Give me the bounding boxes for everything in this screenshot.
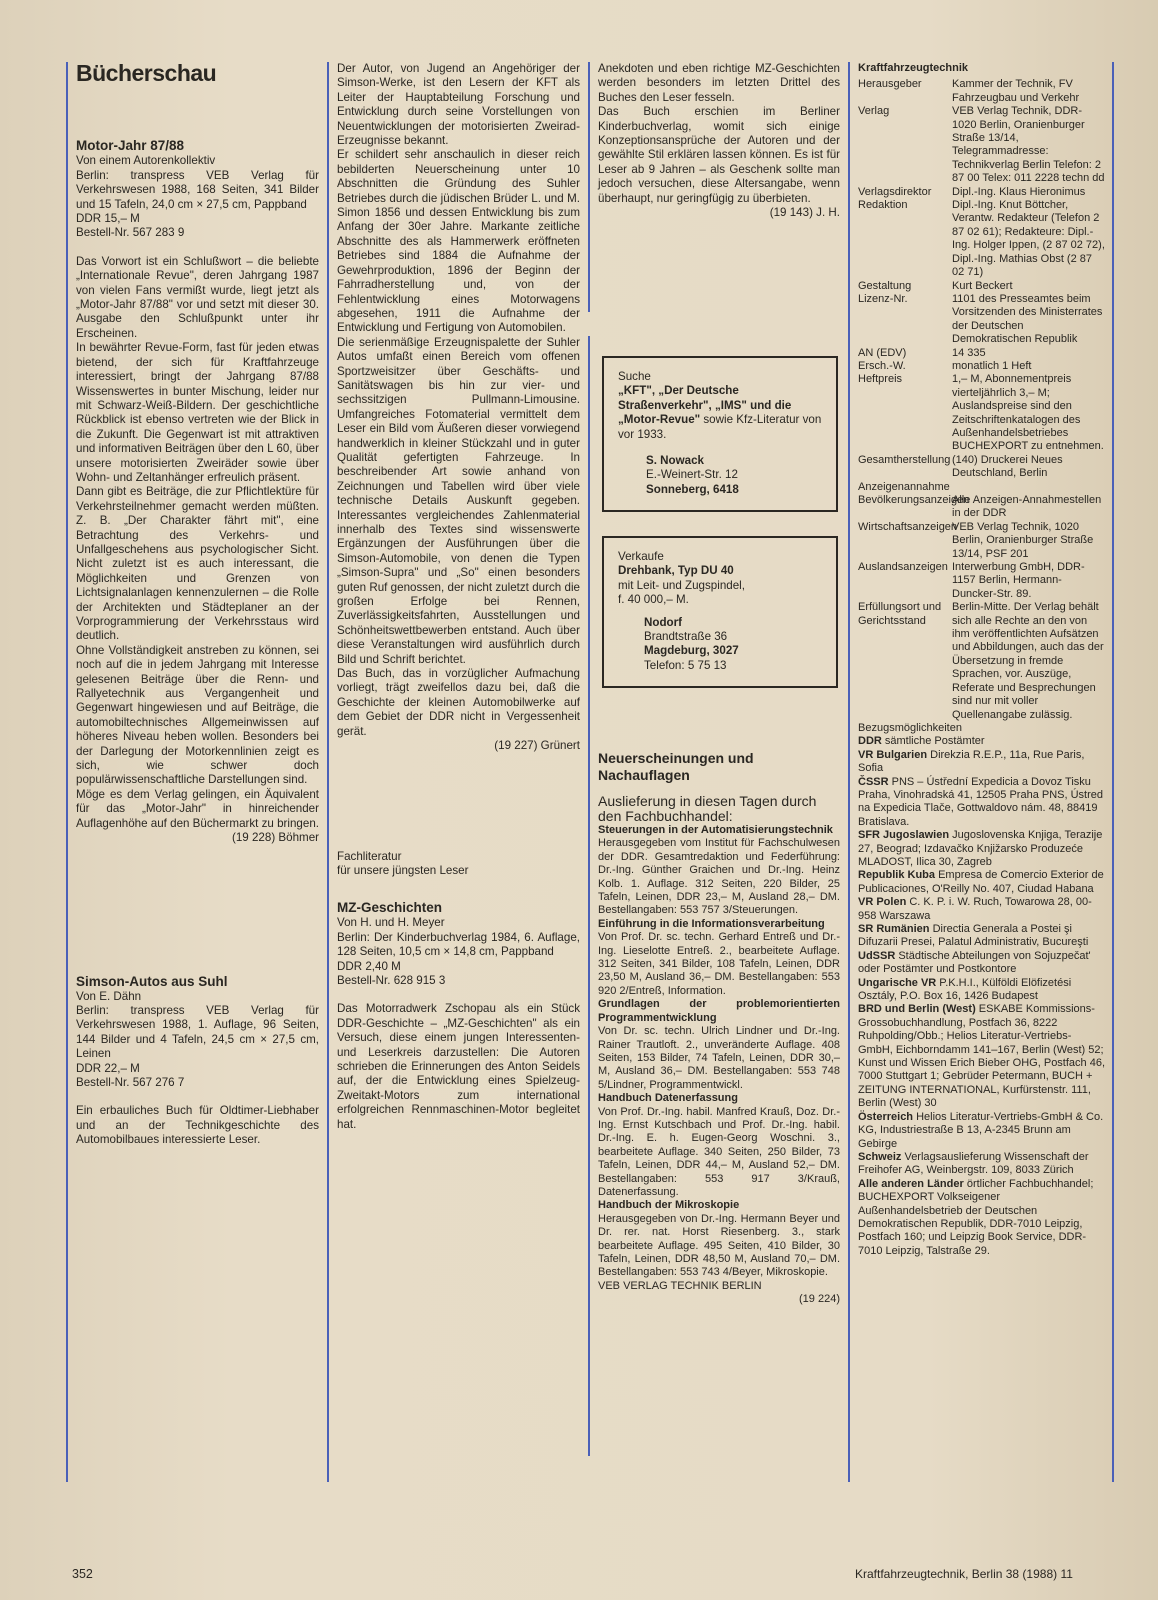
review-meta: Von einem Autorenkollektiv (76, 154, 216, 168)
distribution-address: örtlicher Fachbuchhandel; BUCHEXPORT Volkseigener Außenhandelsbetrieb der Deutschen Demokratischen Republik, DDR-7010 Leipzig, Postfach 160; und Leipzig Book Service, DDR-7010 Leipzig, Talstraße 29. (858, 1177, 1094, 1257)
review-meta: Berlin: transpress VEB Verlag für Verkehrswesen 1988, 168 Seiten, 341 Bilder und 15 Tafeln, 24,0 cm × 27,5 cm, Pappband (76, 168, 319, 211)
distribution-entry (858, 749, 1106, 776)
imprint-value: 1,– M, Abonnementpreis vierteljährlich 3,– M; Auslandspreise sind den Zeitschriftenkatalogen des Außenhandelsbetriebes BUCHEXPORT zu entnehmen. (952, 373, 1104, 453)
imprint-label: Heftpreis (858, 373, 903, 386)
paragraph: Der Autor, von Jugend an Angehöriger der Simson-Werke, ist den Lesern der KFT als Leiter der Hauptabteilung Forschung und Entwicklung durch seine Vorstellungen von Neuentwicklungen der motorisierten Zweirad-Erzeugnisse bekannt. (337, 62, 580, 148)
distribution-entry (858, 829, 1106, 869)
imprint-value: Alle Anzeigen-Annahmestellen in der DDR (952, 494, 1102, 520)
distribution-country: SFR Jugoslawien (858, 829, 950, 842)
distribution-header: Bezugsmöglichkeiten (858, 721, 962, 734)
signature: (19 224) (799, 1293, 840, 1306)
book-details: Herausgegeben von Dr.-Ing. Hermann Beyer und Dr. rer. nat. Horst Riesenberg. 3., stark bearbeitete Auflage. 495 Seiten, 410 Bilder, 30 Tafeln, Leinen, DDR 48,50 M, Ausland 70,– DM. Bestellangaben: 553 743 4/Beyer, Mikroskopie. (598, 1212, 840, 1279)
imprint-label: Herausgeber (858, 78, 922, 91)
paragraph: Er schildert sehr anschaulich in dieser reich bebilderten Neuerscheinung unter 10 Abschnitten die Gründung des Suhler Betriebes durch die jüdischen Brüder L. und M. Simon 1856 und dessen Entwicklung bis zum Anfang der 30er Jahre. Markante zeitliche Abschnitte des als Hammerwerk eröffneten Betriebes sind 1884 die Aufnahme der Gewehrproduktion, 1896 der Beginn der Fahrradherstellung und, von der Fehlentwicklung eines Motorwagens abgesehen, 1911 die Aufnahme der Entwicklung und Fertigung von Automobilen. (337, 148, 580, 335)
book-details: Von Prof. Dr.-Ing. habil. Manfred Krauß, Doz. Dr.-Ing. Ernst Kutschbach und Prof. Dr.-Ing. habil. Dr.-Ing. E. h. Eugen-Georg Woschni. 3., bearbeitete Auflage. 340 Seiten, 250 Bilder, 73 Tafeln, Leinen, DDR 44,– M, Ausland 52,– DM. Bestellangaben: 553 917 3/Krauß, Datenerfassung. (598, 1105, 840, 1198)
distribution-address: Städtische Abteilungen von Sojuzpečat' oder Postämter und Postkontore (858, 949, 1091, 976)
distribution-country: Schweiz (858, 1150, 902, 1163)
ad-contact-name: Nodorf (644, 615, 682, 629)
paragraph: Anekdoten und eben richtige MZ-Geschichten werden besonders im letzten Drittel des Buches den Leser fesseln. (598, 62, 840, 104)
imprint-value: Kurt Beckert (952, 279, 1013, 292)
distribution-country: Alle anderen Länder (858, 1177, 964, 1190)
distribution-address: Directia Generala a Postei şi Difuzarii Presei, Palatul Administrativ, Bucureşti (858, 923, 1089, 949)
review-title: Motor-Jahr 87/88 (76, 138, 185, 154)
ads-header: Anzeigenannahme (858, 480, 950, 493)
book-title: Handbuch der Mikroskopie (598, 1199, 740, 1212)
signature: (19 228) Böhmer (232, 831, 319, 845)
paragraph: Ohne Vollständigkeit anstreben zu können, sei noch auf die in jedem Jahrgang mit Interesse gelesenen Beiträge über die Renn- und Rallyetechnik aus Vergangenheit und Gegenwart hingewiesen und auf Beiträge, die automobiltechnisches Allgemeinwissen auf höheres Niveau heben wollen. Besonders bei der Darlegung der Motorkennlinien zeigt es sich, wie schwer doch populärwissenschaftliche Darstellungen sind. (76, 643, 319, 787)
distribution-address: ESKABE Kommissions-Grossobuchhandlung, Postfach 36, 8222 Ruhpolding/Obb.; Helios Literatur-Vertriebs-GmbH, Eichborndamm 141–167, Berlin (West) 52; Kunst und Wissen Erich Bieber OHG, Postfach 46, 7000 Stuttgart 1; Gebrüder Petermann, BUCH + ZEITUNG INTERNATIONAL, Kurfürstenstr. 111, Berlin (West) 30 (858, 1003, 1106, 1110)
distribution-country: VR Polen (858, 896, 907, 909)
distribution-entry (858, 735, 1106, 748)
new-books-title: Neuerscheinungen und Nachauflagen (598, 750, 754, 783)
review-title: MZ-Geschichten (337, 900, 443, 916)
distribution-country: Ungarische VR (858, 976, 937, 989)
review-meta: Von E. Dähn (76, 989, 142, 1003)
ad-item-detail: mit Leit- und Zugspindel, (618, 578, 745, 592)
review-title: Simson-Autos aus Suhl (76, 973, 228, 989)
paragraph: Das Vorwort ist ein Schlußwort – die beliebte „Internationale Revue", deren Jahrgang 1987 von vielen Fans vermißt wurde, liegt jetzt als „Motor-Jahr 87/88" vor und setzt mit dieser 30. Ausgabe den Schlußpunkt unter ihr Erscheinen. (76, 254, 319, 340)
review-price: DDR 15,– M (76, 212, 140, 226)
journal-reference: Kraftfahrzeugtechnik, Berlin 38 (1988) 11 (855, 1567, 1073, 1581)
distribution-address: P.K.H.I., Külföldi Elöfizetési Osztály, P.O. Box 16, 1426 Budapest (858, 976, 1072, 1003)
book-title: Grundlagen der problemorientierten Programmentwicklung (598, 998, 840, 1024)
distribution-address: C. K. P. i. W. Ruch, Towarowa 28, 00-958 Warszawa (858, 896, 1092, 922)
distribution-entry (858, 776, 1106, 830)
ad-contact-street: E.-Weinert-Str. 12 (646, 468, 738, 482)
paragraph: Die serienmäßige Erzeugnispalette der Suhler Autos umfaßt einen Bereich vom offenen Sportzweisitzer über Geschäfts- und Sanitätswagen bis hin zur vier- und sechssitzigen Pullmann-Limousine. Umfangreiches Fotomaterial vermittelt dem Leser ein Bild vom Äußeren dieser vorwiegend handwerklich in kleiner Stückzahl und in guter Qualität gefertigten Fahrzeuge. In beschreibender Art sowie anhand von Zeichnungen und Tabellen wird über viele technische Details Auskunft gegeben. Interessantes vergleichendes Zahlenmaterial innerhalb des Textes sind wissenswerte Ergänzungen der Ausführungen über die Simson-Automobile, von denen die Typen „Simson-Supra" und „So" einen besonders guten Ruf genossen, der nicht zuletzt durch die großen Erfolge bei Rennen, Zuverlässigkeitsfahrten, Ausstellungen und Schönheitswettbewerben entstand. Auch über diese Veranstaltungen wird ausführlich durch Bild und Schrift berichtet. (337, 335, 580, 666)
ad-contact-phone: Telefon: 5 75 13 (644, 658, 727, 672)
paragraph: Das Buch erschien im Berliner Kinderbuchverlag, womit sich einige Konzeptionsansprüche der Autoren und der gewählte Stil erklären lassen können. Es ist für Leser ab 9 Jahren – als Geschenk sollte man jedoch versuchen, diese Altersangabe, wenn überhaupt, nur geringfügig zu überbieten. (598, 105, 840, 205)
column-rule (1112, 62, 1114, 1482)
distribution-country: VR Bulgarien (858, 748, 928, 761)
ad-price: f. 40 000,– M. (618, 593, 689, 607)
ad-contact-city: Magdeburg, 3027 (644, 644, 739, 658)
review-price: DDR 22,– M (76, 1061, 140, 1075)
imprint-label: Redaktion (858, 199, 908, 212)
column-rule (66, 62, 68, 1482)
classified-ad-search (602, 356, 838, 512)
imprint-title: Kraftfahrzeugtechnik (858, 62, 969, 74)
column-2 (337, 62, 580, 1132)
imprint-label: Ersch.-W. (858, 359, 906, 372)
imprint-value: (140) Druckerei Neues Deutschland, Berlin (952, 453, 1063, 480)
imprint-label: AN (EDV) (858, 346, 907, 359)
imprint-value: Dipl.-Ing. Klaus Hieronimus (952, 185, 1086, 198)
paragraph: Dann gibt es Beiträge, die zur Pflichtlektüre für Verkehrsteilnehmer gemacht werden müßten. Z. B. „Der Charakter fährt mit", eine Betrachtung des Verkehrs- und Unfallgeschehens aus psychologischer Sicht. Nicht zuletzt ist es auch interessant, die Möglichkeiten und Grenzen von Lichtsignalanlagen kennenzulernen – die Rolle der Architekten und Städteplaner an der Vorprogrammierung der Verkehrsstaus wird deutlich. (76, 485, 319, 643)
imprint-label: Wirtschaftsanzeigen (858, 520, 958, 533)
column-rule (588, 336, 590, 1456)
imprint-value: VEB Verlag Technik, DDR-1020 Berlin, Oranienburger Straße 13/14, Telegrammadresse: Technikverlag Berlin Telefon: 2 87 00 Telex: 011 2228 techn dd (952, 105, 1105, 185)
imprint-label: Auslandsanzeigen (858, 561, 948, 574)
distribution-entry (858, 977, 1106, 1004)
new-books-section (598, 750, 840, 1307)
imprint-value: Berlin-Mitte. Der Verlag behält sich alle Rechte an den von ihm veröffentlichten Aufsätzen und Abbildungen, auch das der Übersetzung in fremde Sprachen, vor. Auszüge, Referate und Besprechungen sind nur mit voller Quellenangabe zulässig. (952, 601, 1104, 721)
distribution-country: BRD und Berlin (West) (858, 1003, 976, 1016)
ad-item: Drehbank, Typ DU 40 (618, 564, 734, 578)
distribution-list (858, 735, 1106, 1258)
review-order-number: Bestell-Nr. 567 283 9 (76, 226, 185, 240)
book-details: Von Prof. Dr. sc. techn. Gerhard Entreß und Dr.-Ing. Lieselotte Entreß. 2., bearbeitete Auflage. 312 Seiten, 341 Bilder, 108 Tafeln, Leinen, DDR 23,50 M, Ausland 36,– DM. Bestellangaben: 553 920 2/Entreß, Information. (598, 931, 840, 997)
distribution-country: UdSSR (858, 949, 896, 962)
column-3 (598, 62, 840, 220)
distribution-country: SR Rumänien (858, 923, 930, 935)
distribution-entry (858, 896, 1106, 923)
book-title: Einführung in die Informationsverarbeitung (598, 917, 825, 930)
distribution-address: Empresa de Comercio Exterior de Publicaciones, O'Reilly No. 407, Ciudad Habana (858, 869, 1104, 895)
section-title: Bücherschau (76, 60, 217, 86)
distribution-entry (858, 1151, 1106, 1178)
distribution-address: PNS – Ústřední Expedicia a Dovoz Tisku Praha, Vinohradská 41, 12505 Praha PNS, Ústred na Expedicia Tlače, Gottwaldovo nám. 48, 88419 Bratislava. (858, 775, 1104, 828)
imprint-value: 1101 des Presseamtes beim Vorsitzenden des Ministerrates der Deutschen Demokratischen Republik (952, 292, 1103, 346)
paragraph: Möge es dem Verlag gelingen, ein Äquivalent für das „Motor-Jahr" in hinreichender Auflagenhöhe auf den Büchermarkt zu bringen. (76, 787, 319, 830)
distribution-entry (858, 923, 1106, 950)
distribution-entry (858, 950, 1106, 977)
kicker: Fachliteratur (337, 849, 402, 863)
distribution-address: Helios Literatur-Vertriebs-GmbH & Co. KG, Industriestraße B 13, A-2345 Brunn am Gebirge (858, 1110, 1104, 1150)
review-meta: Von H. und H. Meyer (337, 916, 445, 930)
paragraph: Das Buch, das in vorzüglicher Aufmachung vorliegt, trägt zweifellos dazu bei, daß die Geschichte der kleinen Automobilwerke auf dem Gebiet der DDR nicht in Vergessenheit gerät. (337, 667, 580, 738)
column-1 (76, 62, 319, 1148)
column-rule (588, 62, 590, 312)
distribution-address: sämtliche Postämter (881, 735, 985, 748)
paragraph: Das Motorradwerk Zschopau als ein Stück DDR-Geschichte – „MZ-Geschichten" als ein Versuch, diese einem jungen Interessenten- und Leserkreis darzustellen: Die Autoren schrieben die Erinnerungen des Anton Seidels auf, der die Entwicklung eines Spielzeug-Zweitakt-Motors zum international erfolgreichen Rennmaschinen-Motor begleitet hat. (337, 1002, 580, 1131)
imprint-value: Kammer der Technik, FV Fahrzeugbau und Verkehr (952, 78, 1080, 104)
imprint-label: Bevölkerungsanzeigen (858, 494, 970, 506)
ad-contact-city: Sonneberg, 6418 (646, 482, 739, 496)
book-title: Handbuch Datenerfassung (598, 1092, 738, 1105)
signature: (19 227) Grünert (494, 739, 580, 753)
imprint-value: monatlich 1 Heft (952, 359, 1032, 372)
distribution-entry (858, 1178, 1106, 1258)
distribution-country: Republik Kuba (858, 869, 936, 882)
imprint-value: VEB Verlag Technik, 1020 Berlin, Oranienburger Straße 13/14, PSF 201 (952, 520, 1094, 560)
imprint-value: 14 335 (952, 346, 986, 359)
new-books-subtitle: Auslieferung in diesen Tagen durch den Fachbuchhandel: (598, 793, 817, 824)
ad-wanted-rest: sowie Kfz-Literatur von vor 1933. (618, 413, 822, 441)
classified-ad-sale (602, 536, 838, 688)
imprint-value: Dipl.-Ing. Knut Böttcher, Verantw. Redakteur (Telefon 2 87 02 61); Redakteure: Dipl.-Ing. Holger Ippen, (2 87 02 72), Dipl.-Ing. Mathias Obst (2 87 02 71) (952, 199, 1105, 279)
distribution-address: Jugoslovenska Knjiga, Terazije 27, Beograd; Izdavačko Knjižarsko Produzeće MLADOST, Ilica 30, Zagreb (858, 829, 1103, 868)
distribution-address: Verlagsauslieferung Wissenschaft der Freihofer AG, Weinbergstr. 109, 8033 Zürich (858, 1150, 1089, 1177)
distribution-address: Direkzia R.E.P., 11a, Rue Paris, Sofia (858, 748, 1085, 775)
imprint-value: Interwerbung GmbH, DDR-1157 Berlin, Hermann-Duncker-Str. 89. (952, 561, 1085, 600)
column-rule (327, 62, 329, 1482)
review-meta: Berlin: transpress VEB Verlag für Verkehrswesen 1988, 1. Auflage, 96 Seiten, 144 Bilder und 4 Tafeln, 24,5 cm × 27,5 cm, Leinen (76, 1003, 319, 1061)
review-price: DDR 2,40 M (337, 959, 401, 973)
imprint-label: Verlagsdirektor (858, 185, 932, 198)
column-rule (848, 62, 850, 1482)
ad-contact-street: Brandtstraße 36 (644, 630, 728, 644)
distribution-country: ČSSR (858, 775, 889, 788)
ad-lead: Verkaufe (618, 550, 664, 563)
kicker: für unsere jüngsten Leser (337, 863, 469, 877)
page-number: 352 (72, 1567, 93, 1581)
ad-lead: Suche (618, 370, 651, 383)
paragraph: Ein erbauliches Buch für Oldtimer-Liebhaber und an der Technikgeschichte des Automobilbaues interessierte Leser. (76, 1104, 319, 1147)
review-order-number: Bestell-Nr. 628 915 3 (337, 973, 446, 987)
imprint-label: Verlag (858, 105, 890, 118)
book-details: Von Dr. sc. techn. Ulrich Lindner und Dr.-Ing. Rainer Trautloft. 2., unveränderte Auflage. 408 Seiten, 153 Bilder, 74 Tafeln, Leinen, DDR 30,– M, Ausland 36,– DM. Bestellangaben: 553 748 5/Lindner, Programmentwickl. (598, 1025, 840, 1091)
book-details: Herausgegeben vom Institut für Fachschulwesen der DDR. Gesamtredaktion und Federführung: Dr.-Ing. Günther Graichen und Dr.-Ing. Heinz Kolb. 1. Auflage. 312 Seiten, 220 Bilder, 25 Tafeln, Leinen, DDR 23,– M, Ausland 28,– DM. Bestellangaben: 553 757 3/Steuerungen. (598, 837, 840, 917)
distribution-entry (858, 1003, 1106, 1110)
distribution-entry (858, 869, 1106, 896)
imprint (858, 62, 1106, 1258)
distribution-country: DDR (858, 735, 882, 748)
imprint-label: Erfüllungsort und Gerichtsstand (858, 601, 942, 627)
review-order-number: Bestell-Nr. 567 276 7 (76, 1075, 185, 1089)
imprint-label: Gesamtherstellung (858, 453, 951, 466)
book-title: Steuerungen in der Automatisierungstechnik (598, 824, 833, 836)
imprint-label: Lizenz-Nr. (858, 292, 908, 305)
review-meta: Berlin: Der Kinderbuchverlag 1984, 6. Auflage, 128 Seiten, 10,5 cm × 14,8 cm, Pappband (337, 930, 580, 959)
ad-contact-name: S. Nowack (646, 454, 704, 468)
ad-wanted-items: „KFT", „Der Deutsche Straßenverkehr", „IMS" und die „Motor-Revue" (618, 384, 792, 427)
imprint-label: Gestaltung (858, 279, 912, 292)
distribution-entry (858, 1111, 1106, 1151)
distribution-country: Österreich (858, 1110, 914, 1123)
paragraph: In bewährter Revue-Form, fast für jeden etwas bietend, der sich für Kraftfahrzeuge interessiert, bringt der Jahrgang 87/88 Wissenswertes in bunter Mischung, leider nur mit Schwarz-Weiß-Bildern. Der geschichtliche Rückblick ist ebenso vertreten wie der Blick in die Zukunft. Die Gegenwart ist mit attraktiven und informativen Beiträgen über den L 60, über unsere motorisierten Zweiräder sowie über Wohn- und Zeltanhänger erfreulich präsent. (76, 341, 319, 484)
publisher-name: VEB VERLAG TECHNIK BERLIN (598, 1279, 762, 1292)
signature: (19 143) J. H. (769, 206, 840, 220)
